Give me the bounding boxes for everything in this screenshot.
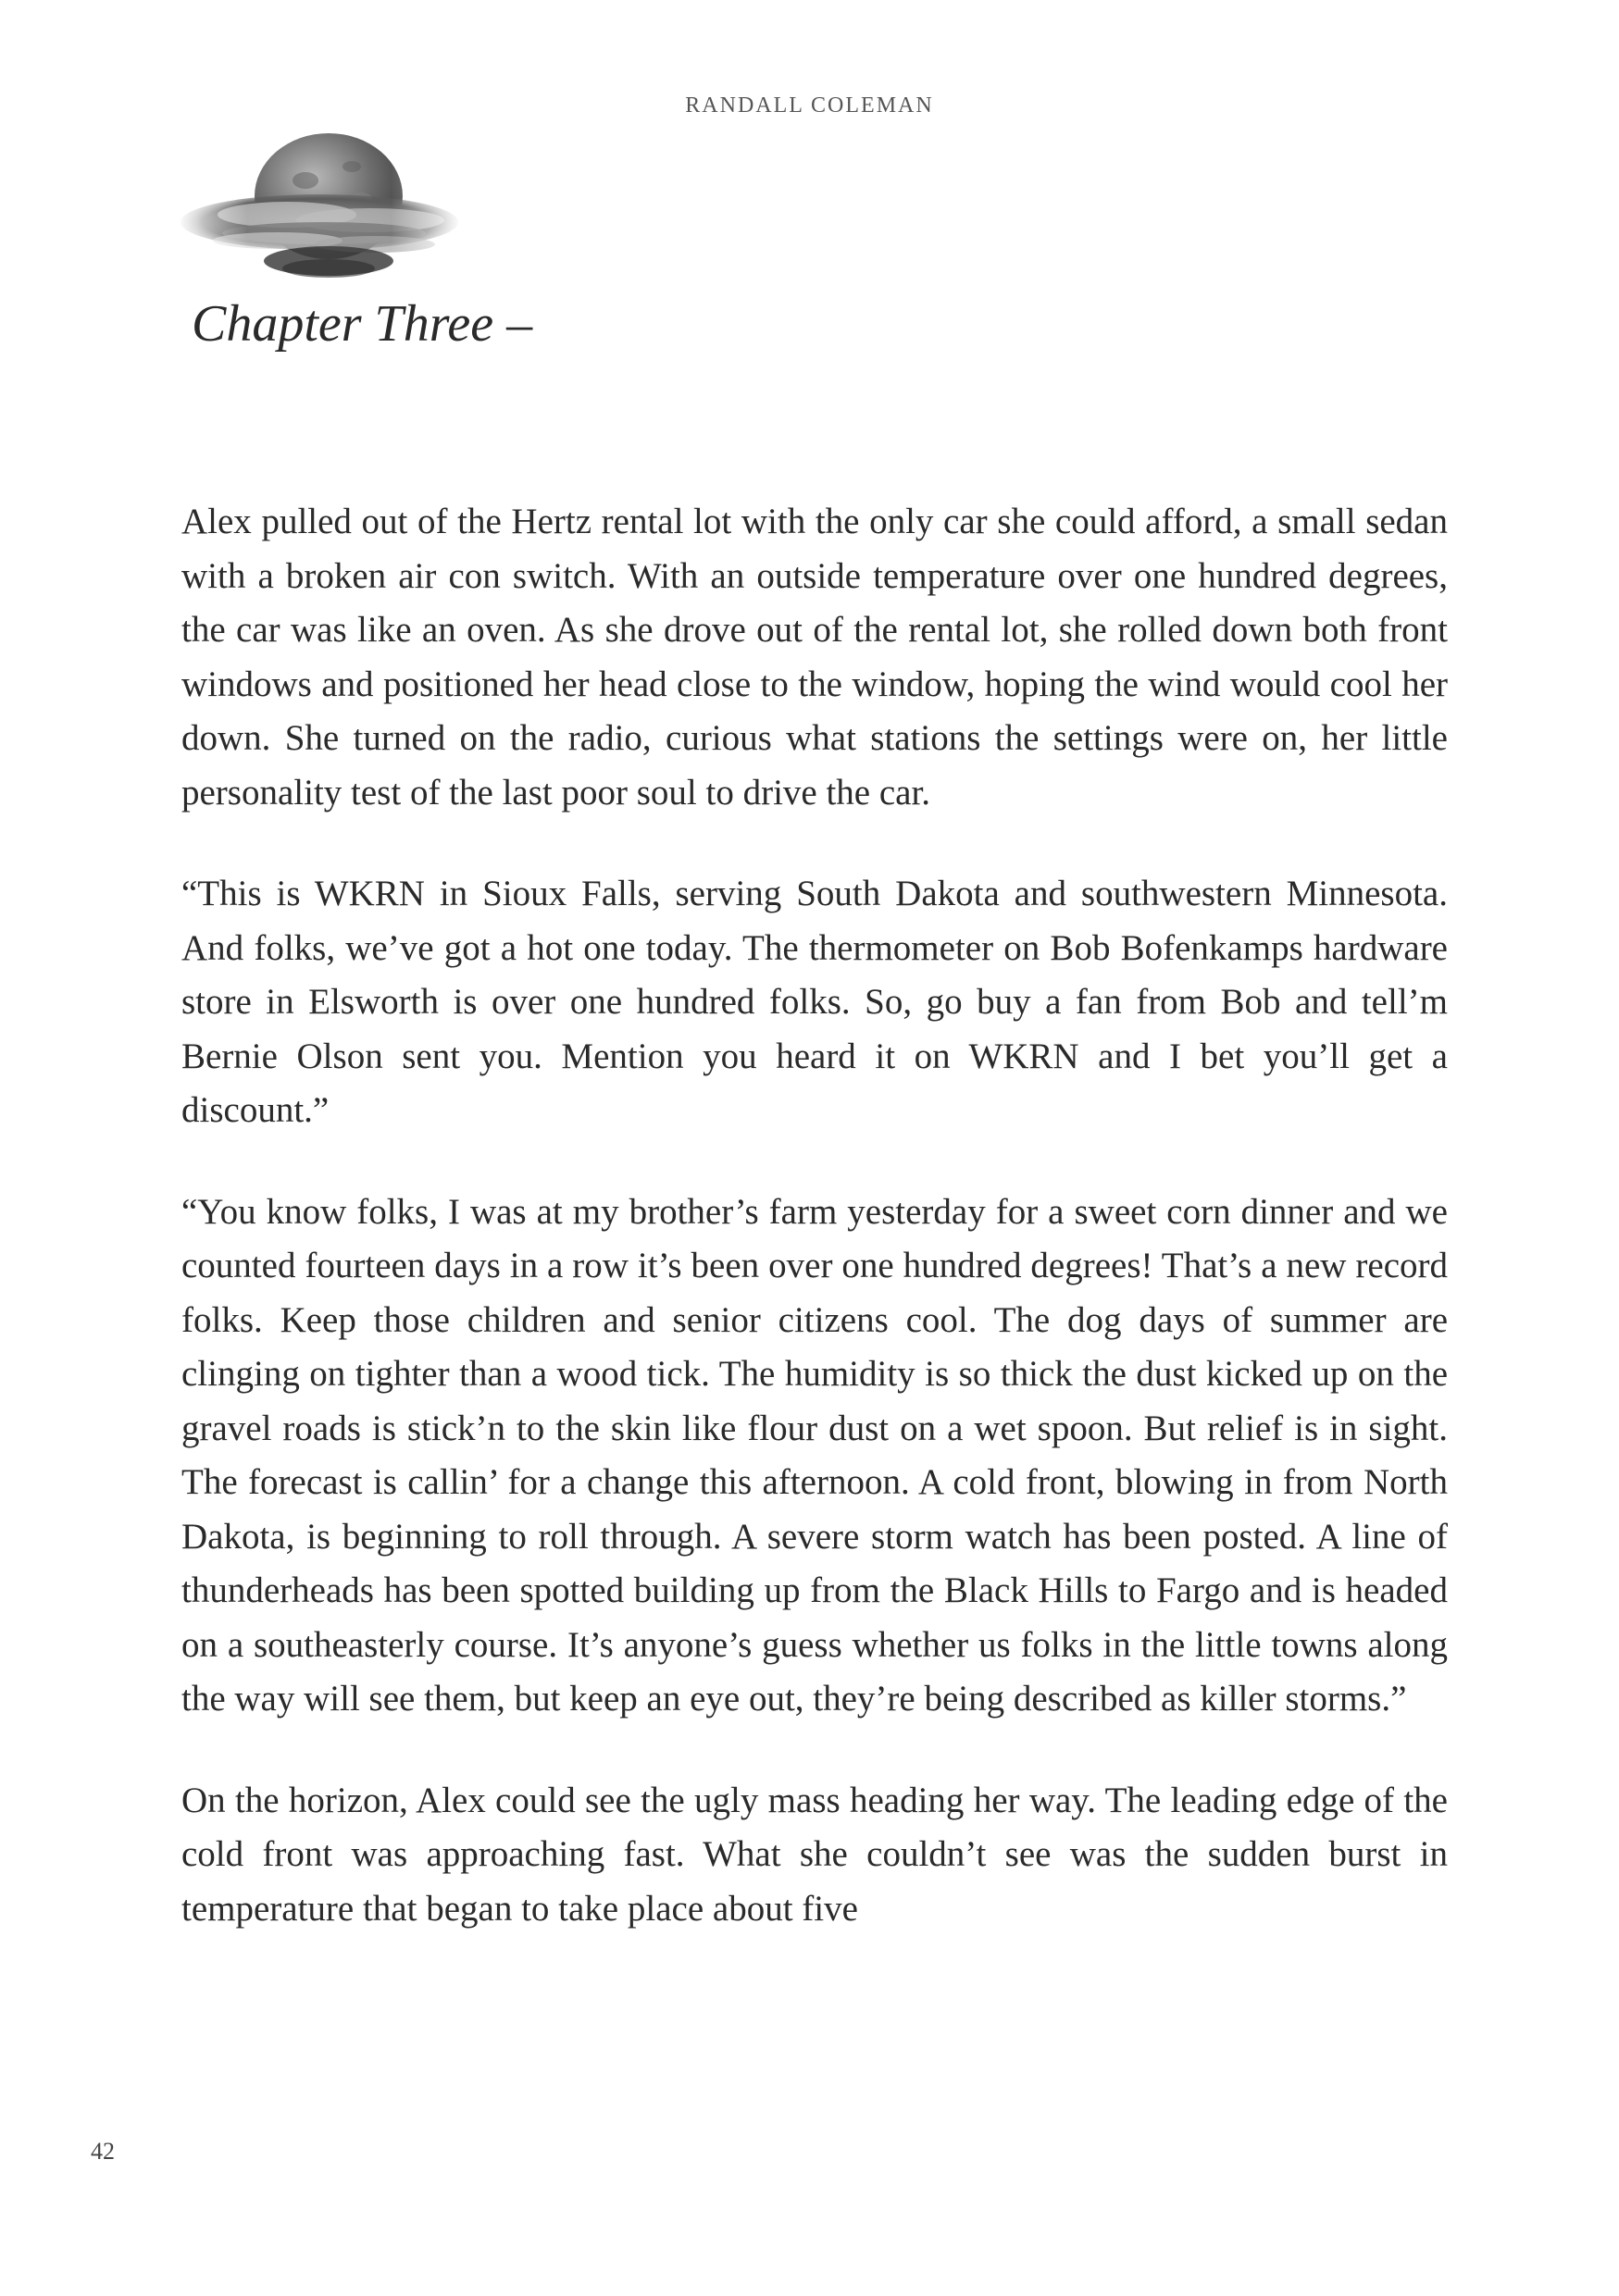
- body-text: [181, 495, 1448, 1983]
- paragraph: “You know folks, I was at my brother’s farm yesterday for a sweet corn dinner and we counted fourteen days in a row it’s been over one hundred degrees! That’s a new record folks. Keep those children and senior citizens cool. The dog days of summer are clinging on tighter than a wood tick. The humidity is so thick the dust kicked up on the gravel roads is stick’n to the skin like flour dust on a wet spoon. But relief is in sight. The forecast is callin’ for a change this afternoon. A cold front, blowing in from North Dakota, is beginning to roll through. A severe storm watch has been posted. A line of thunderheads has been spotted building up from the Black Hills to Fargo and is headed on a southeasterly course. It’s anyone’s guess whether us folks in the little towns along the way will see them, but keep an eye out, they’re being described as killer storms.”: [181, 1191, 1448, 1719]
- moon-clouds-ornament: [176, 130, 463, 282]
- paragraph: “This is WKRN in Sioux Falls, serving South Dakota and southwestern Minnesota. And folks, we’ve got a hot one today. The thermometer on Bob Bofenkamps hardware store in Elsworth is over one hundred folks. So, go buy a fan from Bob and tell’m Bernie Olson sent you. Mention you heard it on WKRN and I bet you’ll get a discount.”: [181, 874, 1448, 1130]
- page-number: 42: [91, 2138, 115, 2165]
- chapter-title: Chapter Three –: [192, 295, 533, 353]
- running-head: RANDALL COLEMAN: [685, 93, 934, 118]
- paragraph: Alex pulled out of the Hertz rental lot with the only car she could afford, a small sedan with a broken air con switch. With an outside temperature over one hundred degrees, the car was like an oven. As she drove out of the rental lot, she rolled down both front windows and positioned her head close to the window, hoping the wind would cool her down. She turned on the radio, curious what stations the settings were on, her little personality test of the last poor soul to drive the car.: [181, 502, 1448, 813]
- paragraph: On the horizon, Alex could see the ugly mass heading her way. The leading edge of the cold front was approaching fast. What she couldn’t see was the sudden burst in temperature that began to take place about five: [181, 1780, 1448, 1929]
